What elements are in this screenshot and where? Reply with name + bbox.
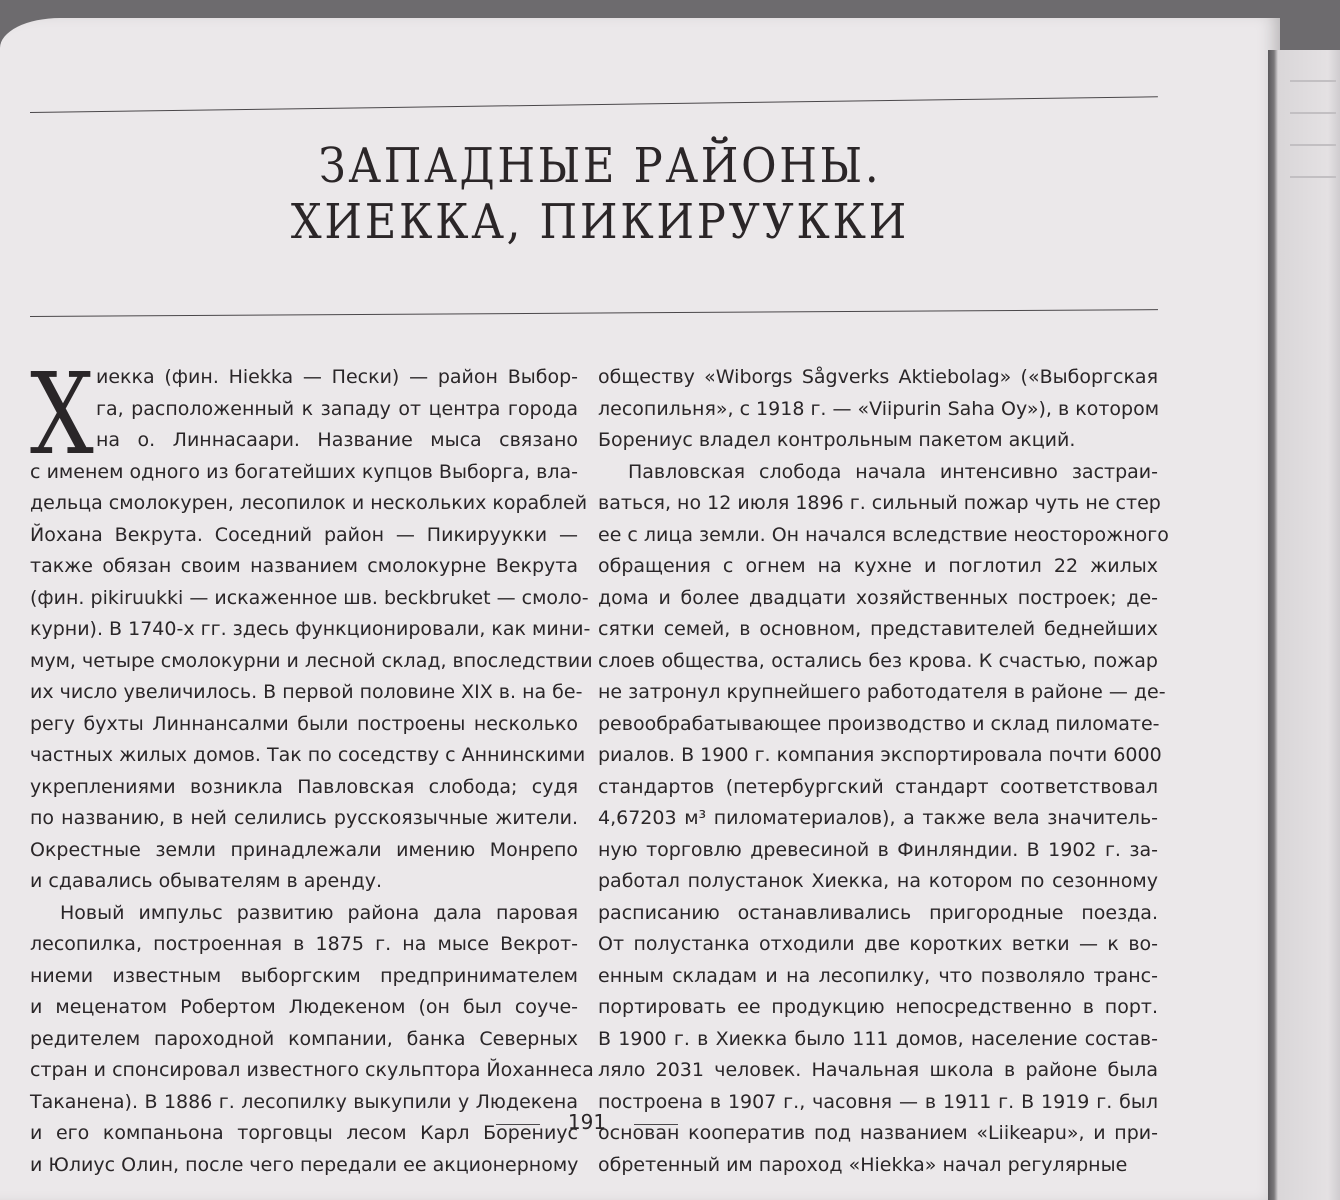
text-line: От полустанка отходили две коротких ветки — к во-: [598, 933, 1158, 955]
text-line: ваться, но 12 июля 1896 г. сильный пожар чуть не стер: [598, 492, 1161, 514]
text-line: основан кооператив под названием «Liikeapu», и при-: [598, 1122, 1158, 1144]
text-line: Йохана Векрута. Соседний район — Пикируукки —: [30, 523, 578, 546]
page-number-rule-right: [634, 1124, 678, 1125]
text-line: мум, четыре смолокурни и лесной склад, впоследствии: [30, 649, 593, 672]
text-line: Окрестные земли принадлежали имению Монрепо: [30, 838, 578, 861]
text-line: их число увеличилось. В первой половине XIX в. на бе-: [30, 681, 583, 703]
next-page-edge: [1268, 50, 1340, 1200]
title-line-1: ЗАПАДНЫЕ РАЙОНЫ.: [318, 138, 882, 194]
text-line: регу бухты Линнансалми были построены несколько: [30, 712, 578, 735]
text-line: лесопилка, построенная в 1875 г. на мысе Векрот-: [30, 933, 578, 955]
text-line: дома и более двадцати хозяйственных построек; де-: [598, 586, 1158, 609]
text-line: иекка (фин. Hiekka — Пески) — район Выбор-: [96, 366, 578, 388]
text-line: лесопильня», с 1918 г. — «Viipurin Saha Oy»), в котором: [598, 397, 1160, 420]
page-number-footer: [496, 1110, 678, 1140]
title-line-2: ХИЕККА, ПИКИРУУККИ: [290, 194, 910, 250]
text-line: расписанию останавливались пригородные поезда.: [598, 901, 1158, 924]
text-line: редителем пароходной компании, банка Северных: [30, 1027, 578, 1050]
text-line: енным складам и на лесопилку, что позволяло транс-: [598, 964, 1158, 987]
text-line: на о. Линнасаари. Название мыса связано: [96, 429, 578, 451]
text-line: ляло 2031 человек. Начальная школа в районе была: [598, 1059, 1158, 1081]
text-line: построена в 1907 г., часовня — в 1911 г. В 1919 г. был: [598, 1090, 1158, 1113]
text-line: обретенный им пароход «Hiekka» начал регулярные: [598, 1153, 1128, 1176]
text-line: га, расположенный к западу от центра города: [96, 397, 578, 420]
text-line: обществу «Wiborgs Sågverks Aktiebolag» («Выборгская: [598, 366, 1158, 388]
text-line: В 1900 г. в Хиекка было 111 домов, население состав-: [598, 1027, 1158, 1050]
text-line: курни). В 1740-х гг. здесь функционировали, как мини-: [30, 618, 591, 640]
text-line: укреплениями возникла Павловская слобода; судя: [30, 775, 578, 798]
text-line: с именем одного из богатейших купцов Выборга, вла-: [30, 460, 578, 483]
right-column: [598, 362, 1169, 1181]
text-line: портировать ее продукцию непосредственно в порт.: [598, 996, 1158, 1018]
text-line: стандартов (петербургский стандарт соответствовал: [598, 775, 1158, 798]
text-line: дельца смолокурен, лесопилок и нескольких кораблей: [30, 492, 588, 514]
text-line: 4,67203 м³ пиломатериалов), а также вела значитель-: [598, 807, 1158, 829]
text-line: Борениус владел контрольным пакетом акций.: [598, 429, 1076, 451]
page-title: [240, 138, 960, 250]
text-line: Павловская слобода начала интенсивно застраи-: [628, 460, 1158, 483]
text-line: риалов. В 1900 г. компания экспортировала почти 6000: [598, 744, 1162, 766]
text-line: ее с лица земли. Он начался вследствие неосторожного: [598, 523, 1169, 546]
text-line: и Юлиус Олин, после чего передали ее акционерному: [30, 1153, 579, 1176]
text-line: ревообрабатывающее производство и склад пиломате-: [598, 712, 1160, 735]
text-line: стран и спонсировал известного скульптора Йоханнеса: [30, 1059, 594, 1081]
text-line: Таканена). В 1886 г. лесопилку выкупили у Людекена: [30, 1090, 578, 1113]
text-line: ниеми известным выборгским предпринимателем: [30, 964, 578, 987]
drop-cap: Х: [30, 350, 94, 480]
text-line: и его компаньона торговцы лесом Карл Борениус: [30, 1122, 578, 1144]
text-line: частных жилых домов. Так по соседству с Аннинскими: [30, 744, 586, 766]
text-line: работал полустанок Хиекка, на котором по сезонному: [598, 870, 1158, 892]
text-line: слоев общества, остались без крова. К счастью, пожар: [598, 649, 1158, 672]
text-line: и меценатом Робертом Людекеном (он был соуче-: [30, 996, 578, 1018]
page-number: 191: [567, 1110, 607, 1134]
text-line: по названию, в ней селились русскоязычные жители.: [30, 807, 578, 829]
text-line: не затронул крупнейшего работодателя в районе — де-: [598, 681, 1166, 703]
text-line: также обязан своим названием смолокурне Векрута: [30, 555, 578, 577]
text-line: обращения с огнем на кухне и поглотил 22 жилых: [598, 555, 1158, 577]
text-line: и сдавались обывателям в аренду.: [30, 870, 382, 892]
page-number-rule-left: [496, 1124, 540, 1125]
text-line: (фин. pikiruukki — искаженное шв. beckbruket — смоло-: [30, 586, 589, 609]
text-line: сятки семей, в основном, представителей беднейших: [598, 618, 1158, 640]
text-line: Новый импульс развитию района дала паровая: [60, 901, 578, 924]
text-line: ную торговлю древесиной в Финляндии. В 1902 г. за-: [598, 838, 1158, 861]
